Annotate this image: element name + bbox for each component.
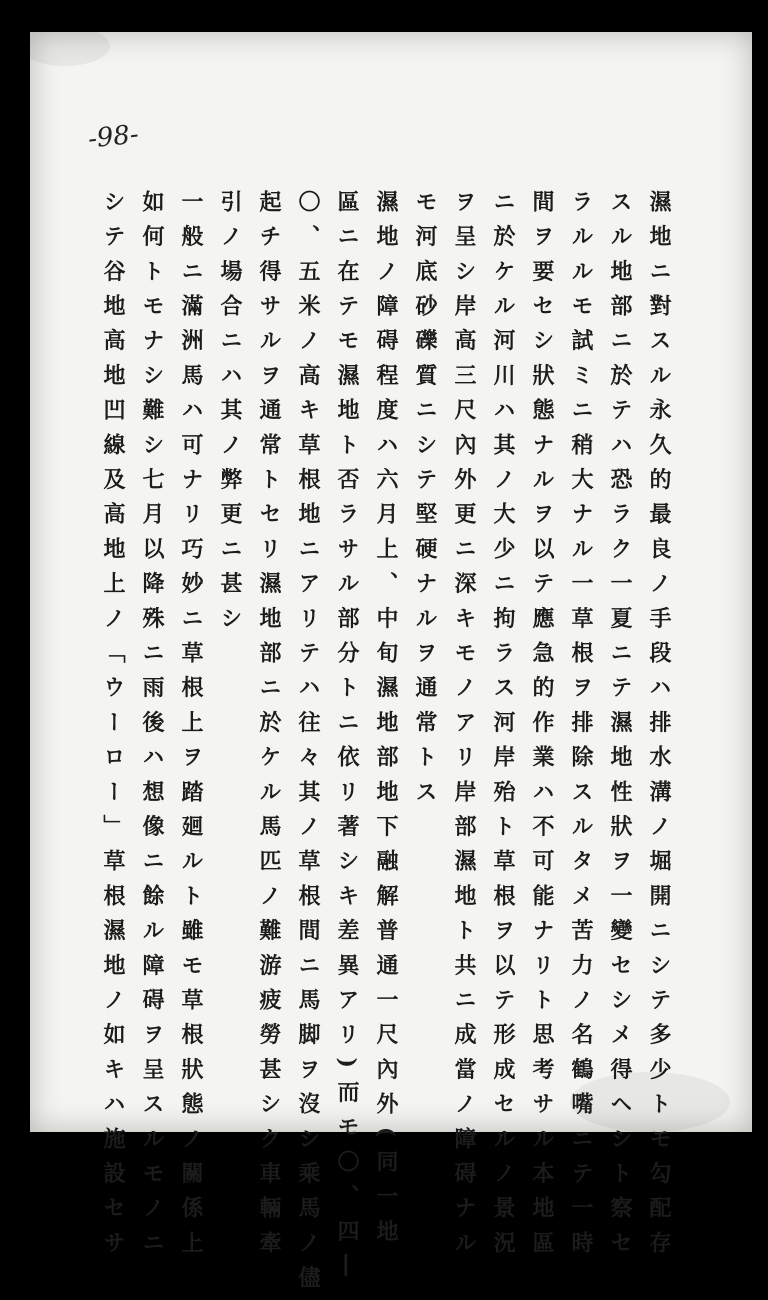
document-page: [30, 32, 752, 1300]
text-column-10: 〇、五米ノ高キ草根地ニアリテハ往々其ノ草根間ニ馬脚ヲ沒シ乘馬ノ儘: [295, 190, 321, 1300]
text-column-6: ヲ呈シ岸高三尺內外更ニ深キモノアリ岸部濕地ト共ニ成當ノ障碍ナル: [451, 190, 477, 1266]
paper-stain: [20, 26, 110, 66]
text-column-14: 如何トモナシ難シ七月以降殊ニ雨後ハ想像ニ餘ル障碍ヲ呈スルモノニ: [139, 190, 165, 1266]
text-column-8: 濕地ノ障碍程度ハ六月上、中旬濕地部地下融解普通一尺內外(同一地: [373, 190, 399, 1255]
text-column-13: 一般ニ滿洲馬ハ可ナリ巧妙ニ草根上ヲ踏廻ルト雖モ草根狀態ノ關係上: [178, 190, 204, 1266]
text-column-4: 間ヲ要セシ狀態ナルヲ以テ應急的作業ハ不可能ナリト思考サル本地區: [529, 190, 555, 1266]
text-column-7: モ河底砂礫質ニシテ堅硬ナルヲ通常トス: [412, 190, 438, 815]
text-column-2: スル地部ニ於テハ恐ラク一夏ニテ濕地性狀ヲ一變セシメ得ヘシト察セ: [607, 190, 633, 1266]
text-column-11: 起チ得サルヲ通常トセリ濕地部ニ於ケル馬匹ノ難游疲勞甚シク車輛牽: [256, 190, 282, 1266]
text-column-5: ニ於ケル河川ハ其ノ大少ニ拘ラス河岸殆ト草根ヲ以テ形成セルノ景況: [490, 190, 516, 1266]
text-column-9: 區ニ在テモ濕地ト否ラサル部分トニ依リ著シキ差異アリ)而モ〇、四―: [334, 190, 360, 1289]
text-column-1: 濕地ニ對スル永久的最良ノ手段ハ排水溝ノ堀開ニシテ多少トモ勾配存: [646, 190, 672, 1266]
text-column-15: シテ谷地高地凹線及高地上ノ「ウーロー」草根濕地ノ如キハ施設セサ: [100, 190, 126, 1266]
text-column-3: ラルルモ試ミニ稍大ナル一草根ヲ排除スルタメ苦力ノ名鶴嘴ニテ一時: [568, 190, 594, 1266]
text-column-12: 引ノ場合ニハ其ノ弊更ニ甚シ: [217, 190, 243, 642]
page-number: -98-: [86, 119, 141, 155]
